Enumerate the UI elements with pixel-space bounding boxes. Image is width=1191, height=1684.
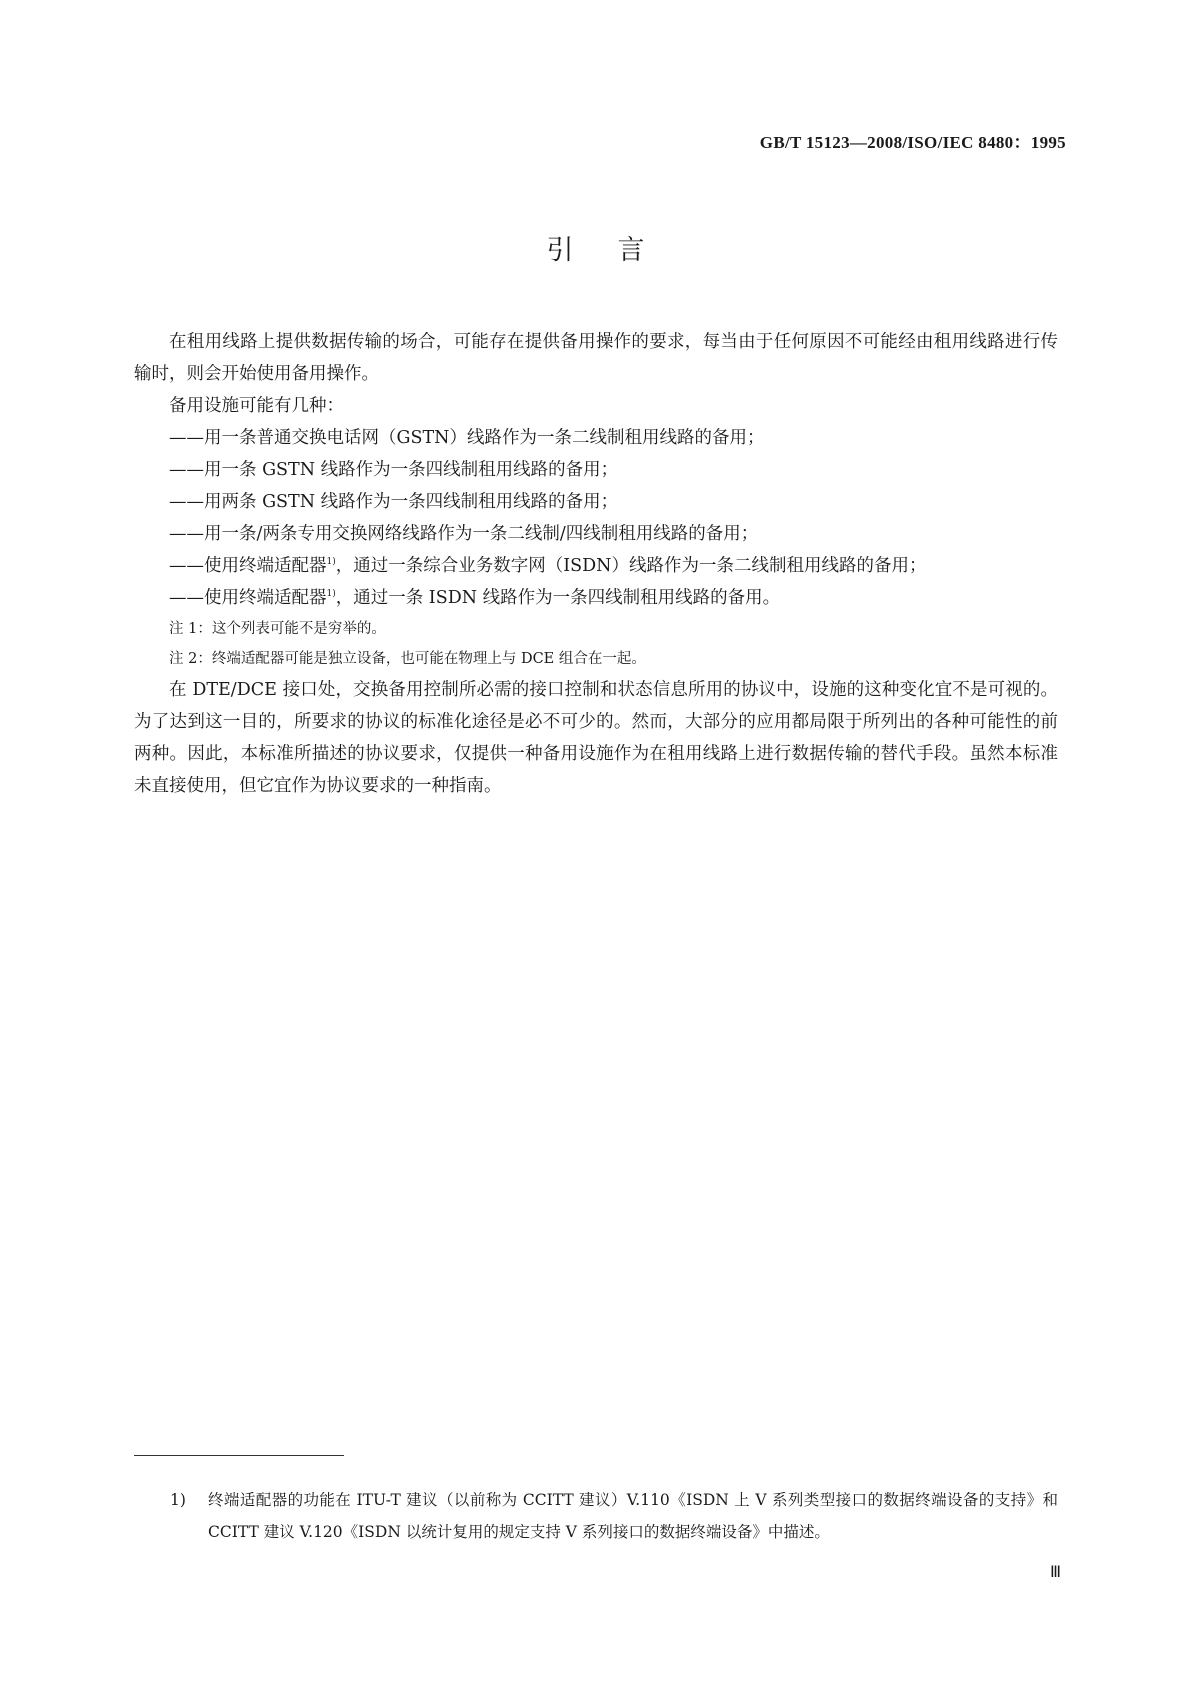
closing-paragraph: 在 DTE/DCE 接口处，交换备用控制所必需的接口控制和状态信息所用的协议中，设施的这种变化宜不是可视的。为了达到这一目的，所要求的协议的标准化途径是必不可少的。然而，大部分的应用都局限于所列出的各种可能性的前两种。因此，本标准所描述的协议要求，仅提供一种备用设施作为在租用线路上进行数据传输的替代手段。虽然本标准未直接使用，但它宜作为协议要求的一种指南。 [134,680,1058,796]
list-item-text: ——使用终端适配器 [169,588,327,608]
list-item [134,582,1058,614]
footnote [170,1484,1058,1548]
list-item-text: ，通过一条 ISDN 线路作为一条四线制租用线路的备用。 [335,588,781,608]
list-intro: 备用设施可能有几种： [169,396,344,416]
list-item: ——用两条 GSTN 线路作为一条四线制租用线路的备用； [169,492,619,512]
intro-paragraph: 在租用线路上提供数据传输的场合，可能存在提供备用操作的要求，每当由于任何原因不可能经由租用线路进行传输时，则会开始使用备用操作。 [134,332,1058,384]
page-number: Ⅲ [1049,1564,1061,1581]
footnote-ref: 1) [326,557,336,567]
note: 注 2：终端适配器可能是独立设备，也可能在物理上与 DCE 组合在一起。 [169,651,646,667]
footnote-number: 1) [170,1491,186,1509]
footnote-divider [134,1455,344,1456]
footnote-text: 终端适配器的功能在 ITU-T 建议（以前称为 CCITT 建议）V.110《ISDN 上 V 系列类型接口的数据终端设备的支持》和 CCITT 建议 V.120《ISDN 以统计复用的规定支持 V 系列接口的数据终端设备》中描述。 [208,1491,1058,1541]
note: 注 1：这个列表可能不是穷举的。 [169,621,386,637]
list-item: ——用一条普通交换电话网（GSTN）线路作为一条二线制租用线路的备用； [169,428,765,448]
list-item: ——用一条/两条专用交换网络线路作为一条二线制/四线制租用线路的备用； [169,524,759,544]
standard-code: GB/T 15123—2008/ISO/IEC 8480：1995 [759,133,1066,152]
page-title: 引言 [546,235,689,266]
list-item [134,550,1058,582]
main-body [134,326,1058,802]
footnote-ref: 1) [326,589,336,599]
list-item: ——用一条 GSTN 线路作为一条四线制租用线路的备用； [169,460,619,480]
list-item-text: ，通过一条综合业务数字网（ISDN）线路作为一条二线制租用线路的备用； [335,556,927,576]
list-item-text: ——使用终端适配器 [169,556,327,576]
